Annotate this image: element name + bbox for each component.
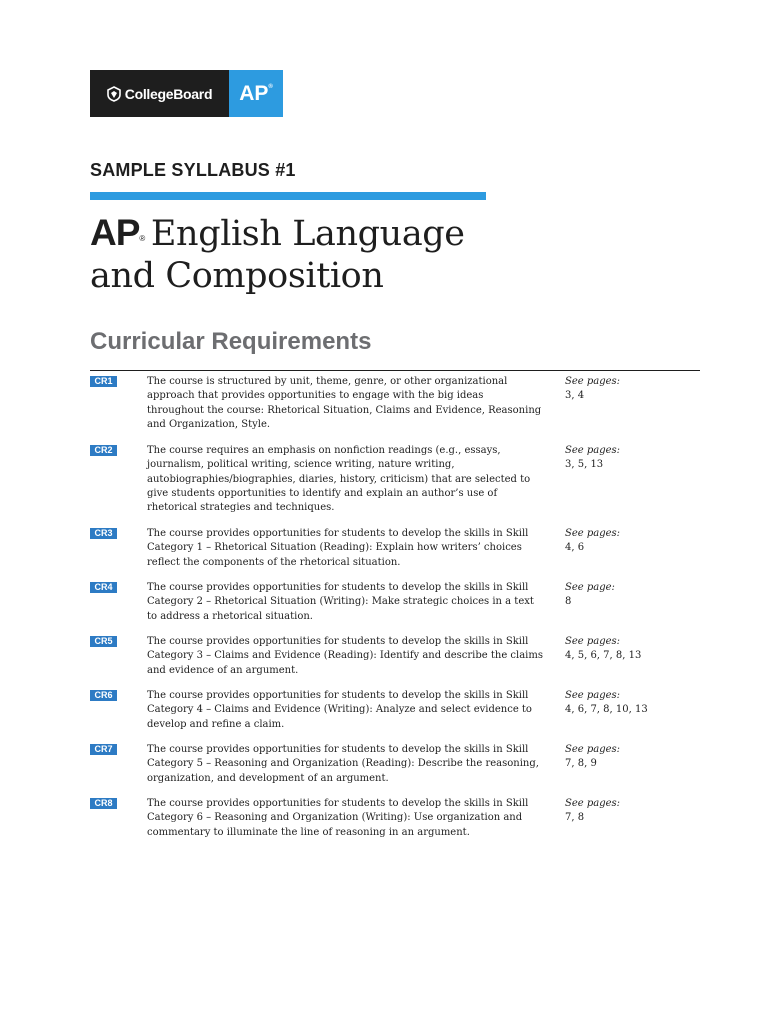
page-numbers: 7, 8, 9 <box>565 758 597 770</box>
see-pages-label: See page: <box>565 582 615 593</box>
requirement-code-badge: CR2 <box>90 445 117 456</box>
requirement-row <box>90 689 710 743</box>
requirement-code-badge: CR8 <box>90 798 117 809</box>
collegeboard-ap-logo <box>90 70 283 117</box>
requirement-pages <box>565 444 705 473</box>
see-pages-label: See pages: <box>565 376 621 387</box>
requirement-pages <box>565 743 705 772</box>
requirement-code-badge: CR6 <box>90 690 117 701</box>
collegeboard-wordmark: CollegeBoard <box>124 85 213 102</box>
requirement-description: The course provides opportunities for students to develop the skills in Skill Category 4 – Claims and Evidence (Writing): Analyze and select evidence to develop and refine a claim. <box>147 690 532 730</box>
page-numbers: 8 <box>565 596 572 608</box>
requirement-description: The course provides opportunities for students to develop the skills in Skill Category 1 – Rhetorical Situation (Reading): Explain how writers’ choices reflect the components of the rhetorical situation. <box>147 528 529 568</box>
requirement-row <box>90 375 710 444</box>
section-title: Curricular Requirements <box>90 328 372 355</box>
requirement-row <box>90 743 710 797</box>
registered-mark: ® <box>268 83 273 90</box>
collegeboard-logo <box>90 70 229 117</box>
see-pages-label: See pages: <box>565 690 621 701</box>
requirement-pages <box>565 797 705 826</box>
requirement-description: The course is structured by unit, theme, genre, or other organizational approach that provides opportunities to engage with the big ideas throughout the course: Rhetorical Situation, Claims and Evidence, Reasoning and Organization, Style. <box>147 376 542 430</box>
requirements-list <box>90 375 710 851</box>
acorn-shield-icon <box>107 86 121 102</box>
requirement-description: The course provides opportunities for students to develop the skills in Skill Category 3 – Claims and Evidence (Reading): Identify and describe the claims and evidence of an argument. <box>147 636 543 676</box>
ap-wordmark: AP® <box>239 81 273 105</box>
page-numbers: 3, 4 <box>565 390 585 402</box>
requirement-code-badge: CR3 <box>90 528 117 539</box>
page-numbers: 4, 6, 7, 8, 10, 13 <box>565 704 648 716</box>
requirement-code-badge: CR7 <box>90 744 117 755</box>
accent-bar <box>90 192 486 200</box>
requirement-code-badge: CR4 <box>90 582 117 593</box>
see-pages-label: See pages: <box>565 744 621 755</box>
requirement-code-badge: CR5 <box>90 636 117 647</box>
requirement-description: The course provides opportunities for students to develop the skills in Skill Category 2 – Rhetorical Situation (Writing): Make strategic choices in a text to address a rhetorical situation. <box>147 582 534 622</box>
see-pages-label: See pages: <box>565 445 621 456</box>
page-numbers: 7, 8 <box>565 812 585 824</box>
course-title-line-1 <box>90 212 465 255</box>
requirement-pages <box>565 527 705 556</box>
requirement-pages <box>565 581 705 610</box>
see-pages-label: See pages: <box>565 636 621 647</box>
requirement-row <box>90 527 710 581</box>
requirement-pages <box>565 689 705 718</box>
see-pages-label: See pages: <box>565 798 621 809</box>
course-title-line-2: and Composition <box>90 256 384 296</box>
requirement-row <box>90 635 710 689</box>
requirement-description: The course requires an emphasis on nonfiction readings (e.g., essays, journalism, political writing, science writing, nature writing, autobiographies/biographies, diaries, history, criticism) that are selected to give students opportunities to identify and explain an author’s use of rhetorical strategies and techniques. <box>147 445 531 514</box>
title-registered-mark: ® <box>139 234 145 243</box>
page-numbers: 4, 6 <box>565 542 585 554</box>
section-divider <box>90 370 700 371</box>
requirement-description: The course provides opportunities for students to develop the skills in Skill Category 6 – Reasoning and Organization (Writing): Use organization and commentary to illuminate the line of reasoning in an argument. <box>147 798 529 838</box>
ap-logo <box>229 70 283 117</box>
requirement-pages <box>565 635 705 664</box>
requirement-description: The course provides opportunities for students to develop the skills in Skill Category 5 – Reasoning and Organization (Reading): Describe the reasoning, organization, and development of an argument. <box>147 744 539 784</box>
requirement-row <box>90 581 710 635</box>
page-numbers: 3, 5, 13 <box>565 459 604 471</box>
requirement-pages <box>565 375 705 404</box>
requirement-code-badge: CR1 <box>90 376 117 387</box>
page-numbers: 4, 5, 6, 7, 8, 13 <box>565 650 642 662</box>
ap-title-mark: AP <box>90 212 140 253</box>
requirement-row <box>90 797 710 851</box>
see-pages-label: See pages: <box>565 528 621 539</box>
course-title-text-1: English Language <box>150 214 465 254</box>
sample-syllabus-heading: SAMPLE SYLLABUS #1 <box>90 160 296 180</box>
requirement-row <box>90 444 710 527</box>
course-title <box>90 212 465 297</box>
